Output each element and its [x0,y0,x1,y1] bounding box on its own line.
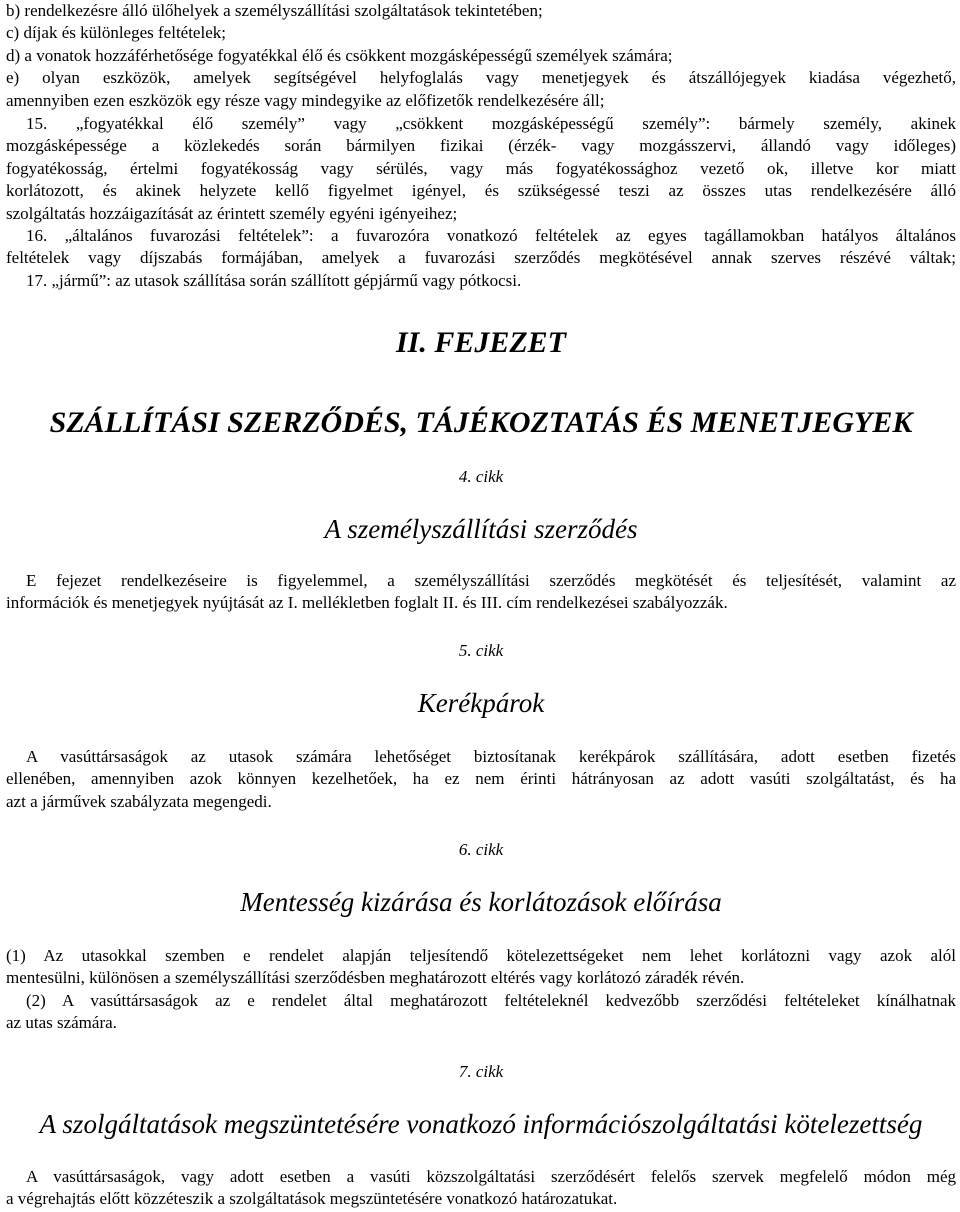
article-5-title-block [6,687,956,719]
article-5-label-block [6,640,956,662]
list-item-d: d) a vonatok hozzáférhetősége fogyatékkal élő és csökkent mozgásképességű személyek számára; [6,45,673,65]
article-6-paragraph-2 [6,990,956,1035]
article-6-p2-line: az utas számára. [6,1013,117,1033]
article-7-line: A vasúttársaságok, vagy adott esetben a vasúti közszolgáltatási szerződésért felelős szervek megfelelő módon még [26,1167,956,1186]
definition-15-line: szolgáltatás hozzáigazítását az érintett személy egyéni igényeihez; [6,203,458,223]
article-6-title-block [6,886,956,918]
article-7-body [6,1166,956,1211]
article-6-paragraph-1 [6,945,956,990]
definition-15-line: fogyatékosság, értelmi fogyatékosság vagy sérülés, vagy más fogyatékossághoz vezető ok, illetve kor miatt [6,158,956,178]
article-5-title: Kerékpárok [417,688,545,718]
article-7-label-block [6,1061,956,1083]
article-6-title: Mentesség kizárása és korlátozások előírása [240,887,722,917]
article-5-line: ellenében, amennyiben azok könnyen kezelhetőek, ha ez nem érinti hátrányosan az adott vasúti szolgáltatást, és ha [6,769,956,789]
article-4-body [6,570,956,615]
article-6-label: 6. cikk [458,840,504,859]
article-7-title: A szolgáltatások megszüntetésére vonatkozó információszolgáltatási kötelezettség [39,1109,923,1139]
article-4-label: 4. cikk [458,467,504,486]
definition-16-line: 16. „általános fuvarozási feltételek”: a fuvarozóra vonatkozó feltételek az egyes tagállamokban hatályos általános [26,226,956,245]
chapter-title: SZÁLLÍTÁSI SZERZŐDÉS, TÁJÉKOZTATÁS ÉS MENETJEGYEK [49,406,913,439]
list-item-e-cont: amennyiben ezen eszközök egy része vagy mindegyike az előfizetők rendelkezésére áll; [6,90,605,110]
article-5-line: azt a járművek szabályzata megengedi. [6,791,272,811]
list-item-c: c) díjak és különleges feltételek; [6,23,226,43]
definition-17-line: 17. „jármű”: az utasok szállítása során szállított gépjármű vagy pótkocsi. [26,271,522,290]
article-4-line: E fejezet rendelkezéseire is figyelemmel, a személyszállítási szerződés megkötését és teljesítését, valamint az [26,571,956,590]
article-6-p2-line: (2) A vasúttársaságok az e rendelet által meghatározott feltételeknél kedvezőbb szerződési feltételeket kínálhatnak [26,991,956,1010]
article-5-body [6,746,956,813]
definition-15-line: mozgásképessége a közlekedés során bármilyen fizikai (érzék- vagy mozgásszervi, állandó vagy időleges) [6,136,956,156]
article-6-label-block [6,839,956,861]
chapter-title-block [6,405,956,441]
definition-15-line: korlátozott, és akinek helyzete kellő figyelmet igényel, és szükségessé teszi az összes utas rendelkezésére álló [6,181,956,201]
article-4-label-block [6,466,956,488]
article-4-title: A személyszállítási szerződés [324,514,638,544]
list-item-b: b) rendelkezésre álló ülőhelyek a személyszállítási szolgáltatások tekintetében; [6,1,543,20]
article-4-title-block [6,513,956,545]
definition-list-continuation [6,0,956,112]
article-4-line: információk és menetjegyek nyújtását az I. mellékletben foglalt II. és III. cím rendelkezései szabályozzák. [6,593,728,613]
list-item-e: e) olyan eszközök, amelyek segítségével helyfoglalás vagy menetjegyek és átszállójegyek kiadása végezhető, [6,68,956,88]
definition-16 [6,225,956,270]
article-5-line: A vasúttársaságok az utasok számára lehetőséget biztosítanak kerékpárok szállítására, adott esetben fizetés [26,747,956,766]
definition-17 [6,270,956,292]
article-7-line: a végrehajtás előtt közzéteszik a szolgáltatások megszüntetésére vonatkozó határozatukat. [6,1189,618,1209]
definition-15-line: 15. „fogyatékkal élő személy” vagy „csökkent mozgásképességű személy”: bármely személy, akinek [26,114,956,133]
chapter-number: II. FEJEZET [395,326,567,359]
article-6-p1-line: mentesülni, különösen a személyszállítási szerződésben meghatározott eltérés vagy korlátozó záradék révén. [6,968,745,988]
article-7-title-block [6,1108,956,1140]
article-7-label: 7. cikk [458,1062,504,1081]
article-5-label: 5. cikk [458,641,504,660]
article-6-p1-line: (1) Az utasokkal szemben e rendelet alapján teljesítendő kötelezettségeket nem lehet korlátozni vagy azok alól [6,946,956,965]
definition-16-line: feltételek vagy díjszabás formájában, amelyek a fuvarozási szerződés megkötésével annak szerves részévé váltak; [6,248,956,268]
chapter-heading [6,325,956,361]
definition-15 [6,113,956,225]
